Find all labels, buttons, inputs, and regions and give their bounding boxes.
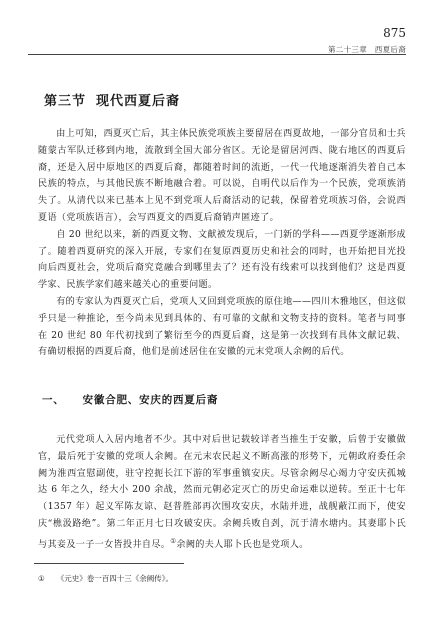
paragraph: 自 20 世纪以来，新的西夏文物、文献被发现后，一门新的学科——西夏学逐渐形成了。随着西夏研究的深入开展，专家们在复原西夏历史和社会的同时，也开始把目光投向后西夏社会，党项后裔究竟融合到哪里去了？还有没有线索可以找到他们？这是西夏学家、民族学家们越来越关心的重要问题。 [38,229,406,291]
paragraph-tail: 余阙的夫人耶卜氏也是党项人。 [176,539,309,550]
subsection-title: 安徽合肥、安庆的西夏后裔 [82,394,219,406]
running-head: 第二十三章 西夏后裔 [328,45,406,54]
subsection-number: 一、 [42,394,65,406]
section-title: 现代西夏后裔 [96,94,181,109]
section-number: 第三节 [44,94,87,109]
footnote-reference[interactable]: ① [170,536,177,545]
footnote [38,573,173,584]
body-text-anhui [38,432,406,554]
body-text-intro [38,126,406,361]
section-heading [44,90,180,109]
paragraph [38,432,406,554]
footnote-rule [34,563,184,564]
paragraph: 有的专家认为西夏灭亡后，党项人又回到党项族的原住地——四川木雅地区，但这似乎只是一种推论，至今尚未见到具体的、有可靠的文献和文物支持的资料。笔者与同事在 20 世纪 80 年代初找到了繁衍至今的西夏后裔，这是第一次找到有具体文献记载、有确切根据的西夏后裔，他们是前述居住在安徽的元末党项人余阙的后代。 [38,296,406,358]
paragraph: 由上可知，西夏灭亡后，其主体民族党项族主要留居在西夏故地，一部分官员和士兵随蒙古军队迁移到内地，流散到全国大部分省区。无论是留居河西、陇右地区的西夏后裔，还是入居中原地区的西夏后裔，都随着时间的流逝，一代一代地逐渐消失着自己本民族的特点，与其他民族不断地融合着。可以说，自明代以后作为一个民族，党项族消失了。从清代以来已基本上见不到党项人后裔活动的记载，保留着党项族习俗，会说西夏语（党项族语言），会写西夏文的西夏后裔销声匿迹了。 [38,129,406,223]
subsection-heading [42,392,218,407]
header-rule [28,54,406,55]
footnote-mark: ① [38,574,45,583]
paragraph-text: 元代党项人入居内地者不少。其中对后世记载较详者当推生于安徽，后曾于安徽做官，最后死于安徽的党项人余阙。在元末农民起义不断高涨的形势下，元朝政府委任余阙为淮西宣慰副使，驻守控扼长江下游的军事重镇安庆。尽管余阙尽心竭力守安庆孤城达 6 年之久，经大小 200 余战，然而元朝必定灭亡的历史命运难以逆转。至正十七年（1357 年）起义军陈友谅、赵普胜部再次围攻安庆，水陆并进，战舰蔽江而下，使安庆“樵汲路绝”。第二年正月七日攻破安庆。余阙兵败自刭，沉于清水塘内。其妻耶卜氏与其妾及一子一女皆投井自尽。 [38,435,406,550]
footnote-text: 《元史》卷一百四十三《余阙传》。 [56,574,173,583]
page-number: 875 [383,26,406,40]
